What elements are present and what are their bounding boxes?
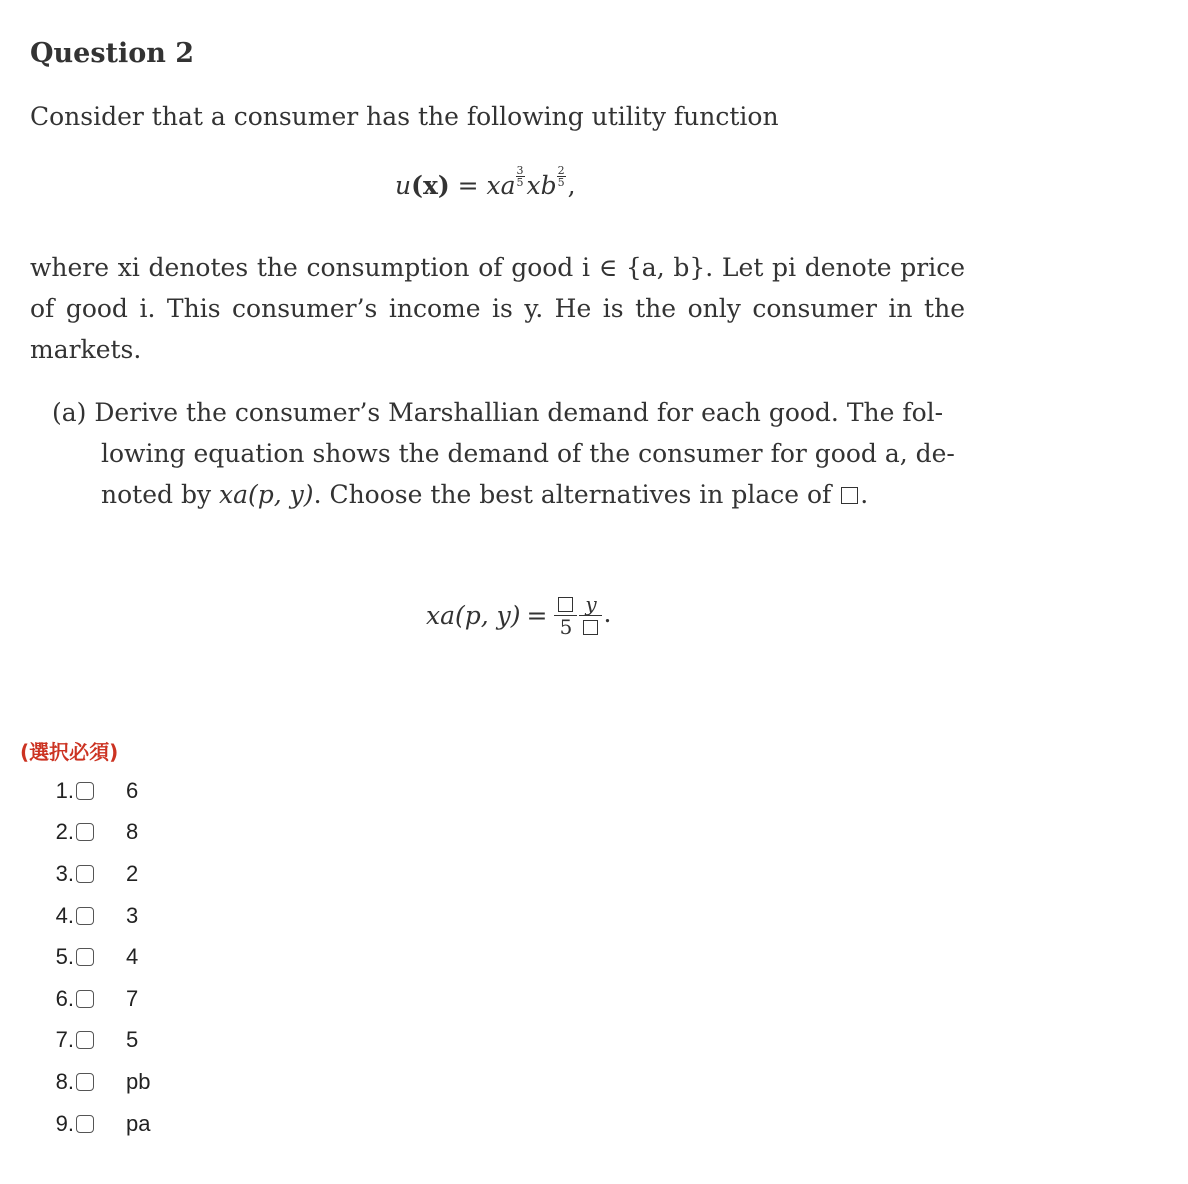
blank-box-icon	[841, 487, 858, 504]
utility-formula	[395, 165, 576, 200]
option-item[interactable]: 2. 8	[55, 819, 139, 845]
demand-formula	[426, 593, 611, 638]
part-a-line-3: noted by xa(p, y). Choose the best alternatives in place of .	[101, 480, 869, 509]
option-item[interactable]: 3. 2	[55, 860, 139, 886]
utility-u: u	[395, 171, 412, 200]
option-item[interactable]: 8. pb	[55, 1068, 151, 1094]
option-label: 6	[126, 777, 139, 803]
option-label: pa	[126, 1110, 151, 1136]
blank-box-icon	[583, 620, 598, 635]
demand-tail: .	[603, 599, 612, 628]
question-description	[30, 247, 965, 370]
option-item[interactable]: 4. 3	[55, 902, 139, 928]
checkbox[interactable]	[76, 823, 94, 841]
utility-exponent-2: $\frac{2}{5}$	[557, 164, 565, 189]
checkbox[interactable]	[76, 948, 94, 966]
option-label: 7	[126, 985, 139, 1011]
description-line: where xi denotes the consumption of good i ∈ {a, b}. Let pi denote price	[30, 253, 965, 282]
checkbox[interactable]	[76, 907, 94, 925]
option-item[interactable]: 6. 7	[55, 985, 139, 1011]
utility-term1: xa	[486, 171, 516, 200]
demand-eq: =	[526, 601, 548, 630]
utility-eq: =	[449, 171, 487, 200]
checkbox[interactable]	[76, 990, 94, 1008]
description-line: of good i. This consumer’s income is y. He is the only consumer in the	[30, 294, 965, 323]
option-item[interactable]: 9. pa	[55, 1110, 151, 1136]
option-item[interactable]: 7. 5	[55, 1027, 139, 1053]
description-line: markets.	[30, 335, 142, 364]
part-a-line-1: (a) Derive the consumer’s Marshallian demand for each good. The fol-	[52, 398, 944, 427]
options-list	[30, 770, 150, 1144]
option-item[interactable]: 1. 6	[55, 777, 139, 803]
option-label: 4	[126, 944, 139, 970]
option-label: 5	[126, 1027, 139, 1053]
question-title: Question 2	[30, 38, 195, 69]
demand-lhs: xa(p, y)	[426, 601, 521, 630]
part-a-label: (a)	[52, 398, 87, 427]
question-intro: Consider that a consumer has the following utility function	[30, 102, 779, 131]
option-label: 2	[126, 860, 139, 886]
option-item[interactable]: 5. 4	[55, 944, 139, 970]
checkbox[interactable]	[76, 865, 94, 883]
demand-fraction-2: y	[579, 593, 602, 638]
option-label: 3	[126, 902, 139, 928]
option-label: 8	[126, 819, 139, 845]
utility-x: (x)	[411, 171, 450, 200]
part-a	[52, 392, 962, 515]
utility-term2: xb	[526, 171, 557, 200]
required-label: (選択必須)	[20, 740, 119, 764]
demand-fraction-1: 5	[554, 593, 577, 638]
checkbox[interactable]	[76, 1073, 94, 1091]
utility-exponent-1: $\frac{3}{5}$	[516, 164, 524, 189]
blank-box-icon	[558, 597, 573, 612]
utility-tail: ,	[567, 171, 576, 200]
checkbox[interactable]	[76, 1031, 94, 1049]
option-label: pb	[126, 1068, 151, 1094]
checkbox[interactable]	[76, 782, 94, 800]
checkbox[interactable]	[76, 1115, 94, 1133]
part-a-line-2: lowing equation shows the demand of the consumer for good a, de-	[101, 439, 955, 468]
